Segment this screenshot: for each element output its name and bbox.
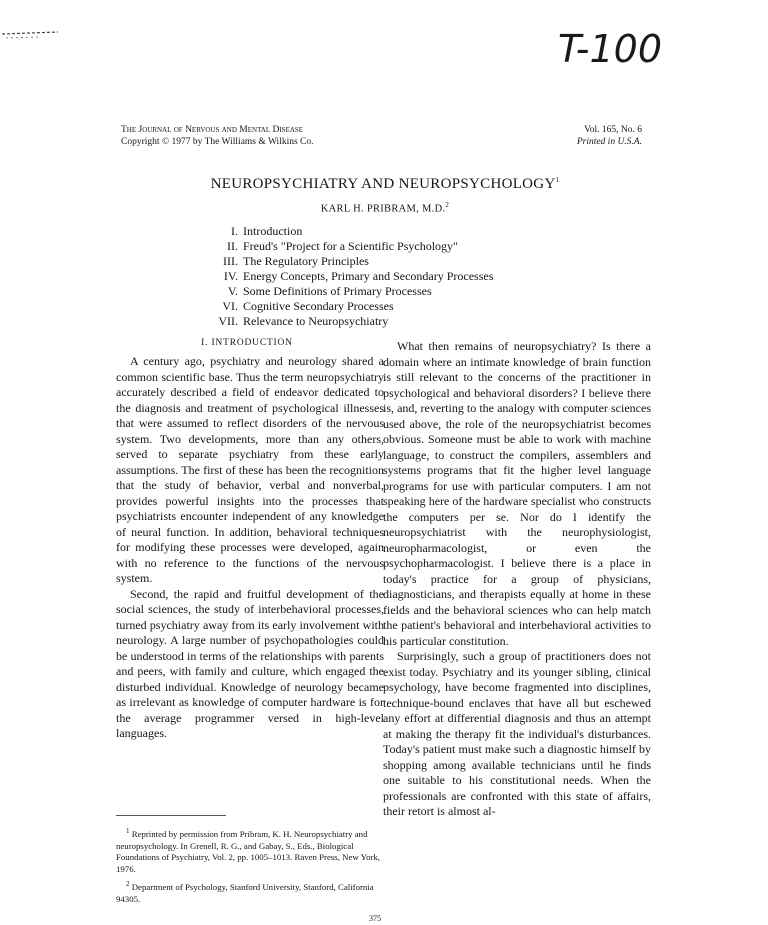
copyright-line: Copyright © 1977 by The Williams & Wilkins Co. [121,137,314,147]
toc-item [200,284,620,299]
toc-number: III. [223,254,238,268]
toc-number: VII. [218,314,238,328]
svg-text:T-100: T-100 [558,27,663,71]
footnote [116,879,382,905]
toc-item [200,239,620,254]
article-title-text: NEUROPSYCHIATRY AND NEUROPSYCHOLOGY [210,176,556,192]
toc-item [200,314,620,329]
paragraph: Surprisingly, such a group of practitioners does not exist today. Psychiatry and its younger sibling, clinical psychology, have become fragmented into disciplines, technique-bound enclaves that have all but eschewed any effort at differential diagnosis and thus an attempt at making the therapy fit the individual's disturbances. Today's patient must make such a diagnostic himself by shopping among available technicians until he finds one suitable to his constitutional needs. When the professionals are confronted with this state of affairs, their retort is almost al- [383,649,651,818]
volume-line: Vol. 165, No. 6 [584,125,642,135]
article-title [150,176,620,193]
toc-item [200,269,620,284]
toc-label: Freud's "Project for a Scientific Psychology" [243,239,458,253]
toc-number: IV. [223,269,238,283]
journal-name: The Journal of Nervous and Mental Disease [121,125,304,135]
table-of-contents [200,224,620,329]
toc-label: The Regulatory Principles [243,254,369,268]
handwritten-annotation [556,18,668,76]
footnotes [116,826,382,909]
toc-number: I. [231,224,238,238]
footnote-text: Reprinted by permission from Pribram, K. H. Neuropsychiatry and neuropsychology. In Grenell, R. G., and Gabay, S., Eds., Biological Foundations of Psychiatry, Vol. 2, pp. 1005–1013. Raven Press, New York, 1976. [116,828,380,874]
page-number: 375 [369,914,381,923]
author-name: KARL H. PRIBRAM, M.D. [320,203,446,215]
toc-label: Introduction [243,224,303,238]
toc-label: Relevance to Neuropsychiatry [243,314,389,328]
footnote-divider [116,815,226,816]
section-heading: I. INTRODUCTION [201,338,293,348]
paragraph: What then remains of neuropsychiatry? Is there a domain where an intimate knowledge of brain function is still relevant to the concerns of the practitioner in psychological and behavioral disorders? I believe there is, and, reverting to the analogy with computer sciences used above, the role of the neuropsychiatrist becomes obvious. Someone must be able to work with machine language, to construct the compilers, assemblers and systems programs that fit the higher level language programs for use with particular computers. I am not speaking here of the hardware specialist who constructs the computers per se. Nor do I identify the neuropsychiatrist with the neurophysiologist, neuropharmacologist, or even the psychopharmacologist. I believe there is a place in today's practice for a group of physicians, diagnosticians, and therapists equally at home in these fields and the behavioral sciences who can help match the patient's behavioral and interbehavioral activities to his particular constitution. [383,339,651,648]
title-footnote-mark: 1 [555,176,560,184]
footnote [116,826,382,875]
author-footnote-mark: 2 [445,201,450,209]
toc-number: VI. [222,299,238,313]
journal-header [121,124,314,148]
paragraph: Second, the rapid and fruitful development of the social sciences, the study of interbehavioral processes, turned psychiatry away from its early involvement with neurology. A large number of psychopathologies could be understood in terms of the relationships with parents and peers, with family and culture, which engaged the disturbed individual. Knowledge of neurology became as irrelevant as knowledge of computer hardware is for the average programmer versed in high-level languages. [116,586,384,740]
footnote-mark: 2 [126,880,130,889]
left-column [116,354,384,742]
toc-label: Cognitive Secondary Processes [243,299,394,313]
toc-number: V. [227,284,238,298]
paragraph: A century ago, psychiatry and neurology shared a common scientific base. Thus the term neuropsychiatry accurately described a field of endeavor dedicated to the diagnosis and treatment of psychological illnesses that were assumed to reflect disorders of the nervous system. Two developments, more than any others, served to separate psychiatry from these early assumptions. The first of these has been the recognition that the study of behavior, verbal and nonverbal, provides powerful insights into the processes that psychiatrists encounter independent of any knowledge of neural function. In addition, behavioral techniques for modifying these processes were developed, again with no reference to the functions of the nervous system. [116,354,384,585]
volume-header [560,124,642,148]
right-column [383,339,651,820]
footnote-text: Department of Psychology, Stanford University, Stanford, California 94305. [116,882,374,904]
toc-label: Some Definitions of Primary Processes [243,284,432,298]
author-line [220,201,550,215]
toc-item [200,299,620,314]
toc-number: II. [227,239,238,253]
toc-item [200,224,620,239]
toc-item [200,254,620,269]
footnote-mark: 1 [126,827,130,835]
scan-artifact [0,26,60,46]
printed-line: Printed in U.S.A. [576,137,642,147]
toc-label: Energy Concepts, Primary and Secondary Processes [243,269,494,283]
